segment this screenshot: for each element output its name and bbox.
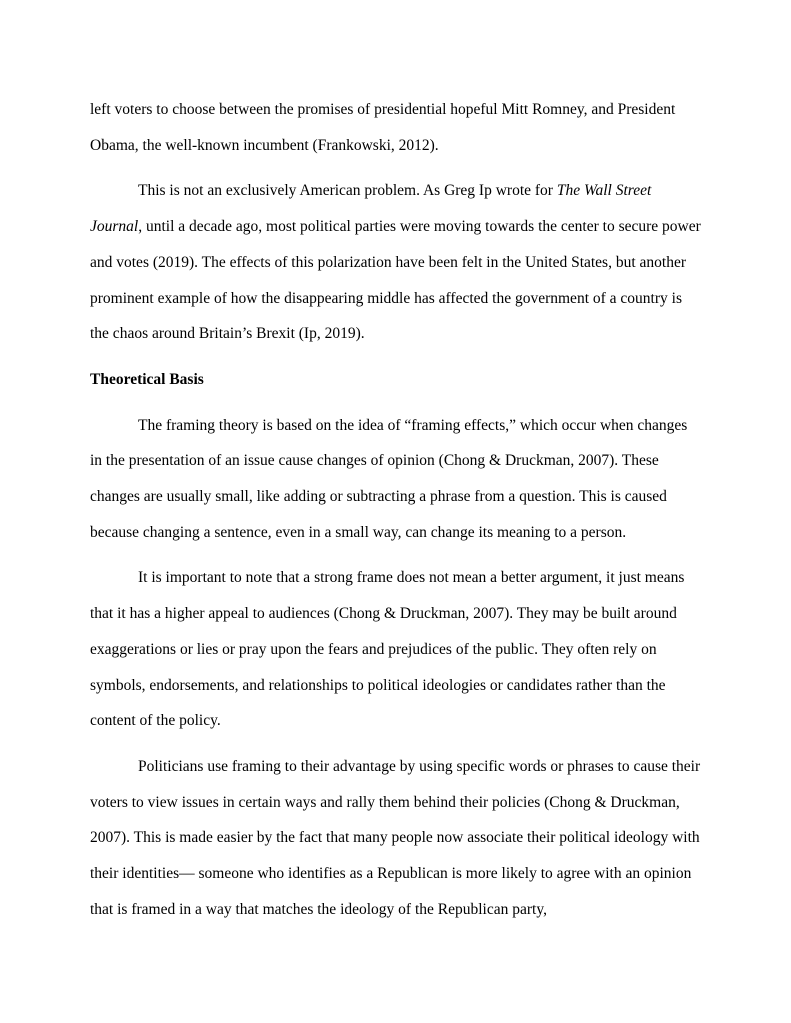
paragraph-politicians-framing [90, 749, 701, 928]
paragraph-strong-frame [90, 560, 701, 739]
paragraph-framing-theory [90, 408, 701, 551]
paragraph-text: left voters to choose between the promises of presidential hopeful Mitt Romney, and President Obama, the well-known incumbent (Frankowski, 2012). [90, 101, 676, 154]
journal-title-italic: The Wall Street Journal [90, 182, 652, 236]
paragraph-polarization [90, 173, 701, 352]
paragraph-text: It is important to note that a strong frame does not mean a better argument, it just means that it has a higher appeal to audiences (Chong & Druckman, 2007). They may be built around exaggerations or lies or pray upon the fears and prejudices of the public. They often rely on symbols, endorsements, and relationships to political ideologies or candidates rather than the content of the policy. [90, 569, 685, 730]
paragraph-text: The framing theory is based on the idea of “framing effects,” which occur when changes in the presentation of an issue cause changes of opinion (Chong & Druckman, 2007). These changes are usually small, like adding or subtracting a phrase from a question. This is caused because changing a sentence, even in a small way, can change its meaning to a person. [90, 416, 688, 541]
section-heading-theoretical-basis: Theoretical Basis [90, 370, 204, 388]
paragraph-continued-from-previous-page [90, 92, 701, 163]
paragraph-text: This is not an exclusively American problem. As Greg Ip wrote for [138, 182, 557, 200]
paragraph-text: , until a decade ago, most political parties were moving towards the center to secure power and votes (2019). The effects of this polarization have been felt in the United States, but another prominent example of how the disappearing middle has affected the government of a country is the chaos around Britain’s Brexit (Ip, 2019). [90, 218, 701, 343]
paragraph-text: Politicians use framing to their advantage by using specific words or phrases to cause their voters to view issues in certain ways and rally them behind their policies (Chong & Druckman, 2007). This is made easier by the fact that many people now associate their political ideology with their identities— someone who identifies as a Republican is more likely to agree with an opinion that is framed in a way that matches the ideology of the Republican party, [90, 757, 701, 918]
